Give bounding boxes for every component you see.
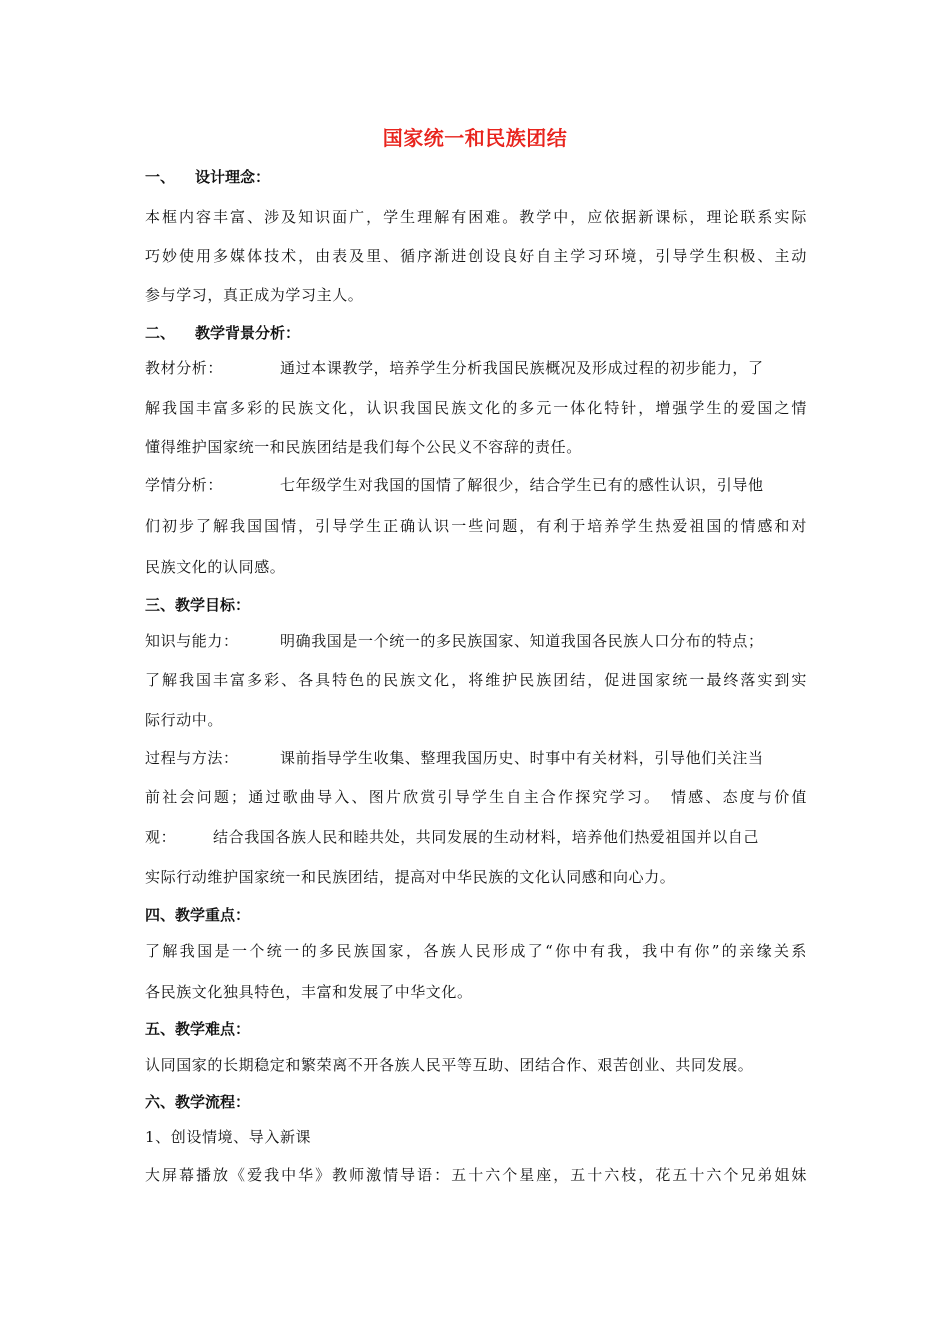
paragraph-text: 课前指导学生收集、整理我国历史、时事中有关材料，引导他们关注当 — [280, 749, 764, 767]
paragraph-line: 际行动中。 — [145, 711, 224, 729]
subsection-label: 观： — [145, 828, 177, 846]
section-heading-design — [145, 166, 270, 187]
paragraph-text: 七年级学生对我国的国情了解很少，结合学生已有的感性认识，引导他 — [280, 476, 764, 494]
section-heading-background — [145, 322, 300, 343]
paragraph-line: 参与学习，真正成为学习主人。 — [145, 286, 364, 304]
section-heading-difficulty: 五、教学难点： — [145, 1020, 251, 1038]
paragraph-line: 前社会问题；通过歌曲导入、图片欣赏引导学生自主合作探究学习。 情感、态度与价值 — [145, 788, 807, 806]
section-label: 设计理念： — [195, 168, 271, 186]
paragraph-line: 大屏幕播放《爱我中华》教师激情导语：五十六个星座，五十六枝，花五十六个兄弟姐妹 — [145, 1166, 807, 1184]
paragraph-line-attitude — [145, 826, 807, 847]
paragraph-line: 巧妙使用多媒体技术，由表及里、循序渐进创设良好自主学习环境，引导学生积极、主动 — [145, 247, 807, 265]
section-label: 教学背景分析： — [195, 324, 301, 342]
section-number: 一、 — [145, 168, 176, 186]
paragraph-line-process — [145, 747, 807, 768]
paragraph-line: 了解我国丰富多彩、各具特色的民族文化，将维护民族团结，促进国家统一最终落实到实 — [145, 671, 807, 689]
paragraph-text: 通过本课教学，培养学生分析我国民族概况及形成过程的初步能力，了 — [280, 359, 764, 377]
paragraph-line: 各民族文化独具特色，丰富和发展了中华文化。 — [145, 983, 473, 1001]
paragraph-line-students — [145, 474, 807, 495]
paragraph-text: 明确我国是一个统一的多民族国家、知道我国各民族人口分布的特点； — [280, 632, 764, 650]
section-heading-key-points: 四、教学重点： — [145, 906, 251, 924]
paragraph-line: 实际行动维护国家统一和民族团结，提高对中华民族的文化认同感和向心力。 — [145, 868, 676, 886]
paragraph-line-knowledge — [145, 630, 807, 651]
paragraph-line-textbook — [145, 357, 807, 378]
paragraph-line: 民族文化的认同感。 — [145, 558, 286, 576]
section-number: 二、 — [145, 324, 176, 342]
subsection-label: 知识与能力： — [145, 632, 239, 650]
subsection-label: 过程与方法： — [145, 749, 239, 767]
paragraph-text: 结合我国各族人民和睦共处，共同发展的生动材料，培养他们热爱祖国并以自己 — [213, 828, 760, 846]
paragraph-line: 解我国丰富多彩的民族文化，认识我国民族文化的多元一体化特针，增强学生的爱国之情 — [145, 399, 807, 417]
subsection-label: 学情分析： — [145, 476, 224, 494]
paragraph-line: 本框内容丰富、涉及知识面广，学生理解有困难。教学中，应依据新课标，理论联系实际 — [145, 208, 807, 226]
section-heading-goals: 三、教学目标： — [145, 596, 251, 614]
document-title: 国家统一和民族团结 — [382, 126, 568, 150]
subsection-label: 教材分析： — [145, 359, 224, 377]
section-heading-flow: 六、教学流程： — [145, 1093, 251, 1111]
paragraph-line: 们初步了解我国国情，引导学生正确认识一些问题，有利于培养学生热爱祖国的情感和对 — [145, 517, 807, 535]
step-heading: 1、创设情境、导入新课 — [145, 1128, 312, 1146]
paragraph-line: 懂得维护国家统一和民族团结是我们每个公民义不容辞的责任。 — [145, 438, 582, 456]
paragraph-line: 认同国家的长期稳定和繁荣离不开各族人民平等互助、团结合作、艰苦创业、共同发展。 — [145, 1056, 754, 1074]
paragraph-line: 了解我国是一个统一的多民族国家，各族人民形成了“你中有我，我中有你”的亲缘关系 — [145, 942, 807, 960]
